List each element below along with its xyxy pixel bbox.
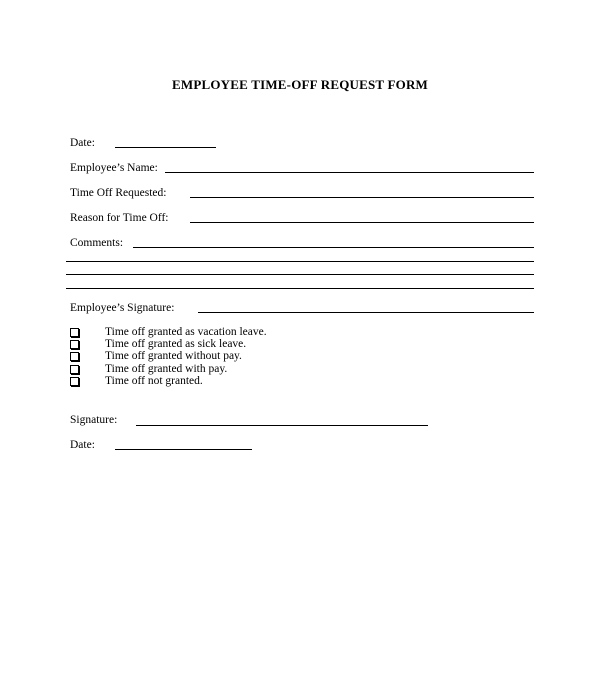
option-not-granted[interactable] bbox=[70, 375, 203, 388]
time-off-requested-label: Time Off Requested: bbox=[70, 187, 167, 199]
signature-label: Signature: bbox=[70, 414, 118, 426]
time-off-requested-field[interactable] bbox=[190, 197, 534, 198]
checkbox-icon[interactable] bbox=[70, 328, 79, 337]
checkbox-icon[interactable] bbox=[70, 340, 79, 349]
comments-line-4[interactable] bbox=[66, 288, 534, 289]
option-label: Time off not granted. bbox=[105, 375, 203, 387]
reason-field[interactable] bbox=[190, 222, 534, 223]
date-field[interactable] bbox=[115, 147, 216, 148]
reason-label: Reason for Time Off: bbox=[70, 212, 169, 224]
approval-date-label: Date: bbox=[70, 439, 95, 451]
comments-line-2[interactable] bbox=[66, 261, 534, 262]
employee-name-field[interactable] bbox=[165, 172, 534, 173]
approval-date-field[interactable] bbox=[115, 449, 252, 450]
page-title: EMPLOYEE TIME-OFF REQUEST FORM bbox=[171, 77, 429, 92]
checkbox-icon[interactable] bbox=[70, 352, 79, 361]
comments-line-3[interactable] bbox=[66, 274, 534, 275]
date-label: Date: bbox=[70, 137, 95, 149]
option-label: Time off granted as vacation leave. bbox=[105, 326, 267, 338]
checkbox-icon[interactable] bbox=[70, 377, 79, 386]
checkbox-icon[interactable] bbox=[70, 365, 79, 374]
option-without-pay[interactable] bbox=[70, 350, 242, 363]
option-label: Time off granted as sick leave. bbox=[105, 338, 247, 350]
employee-name-label: Employee’s Name: bbox=[70, 162, 158, 174]
employee-signature-field[interactable] bbox=[198, 312, 534, 313]
comments-field[interactable] bbox=[133, 247, 534, 248]
comments-label: Comments: bbox=[70, 237, 124, 249]
signature-field[interactable] bbox=[136, 425, 428, 426]
employee-signature-label: Employee’s Signature: bbox=[70, 302, 175, 314]
option-label: Time off granted with pay. bbox=[105, 363, 228, 375]
option-label: Time off granted without pay. bbox=[105, 350, 242, 362]
